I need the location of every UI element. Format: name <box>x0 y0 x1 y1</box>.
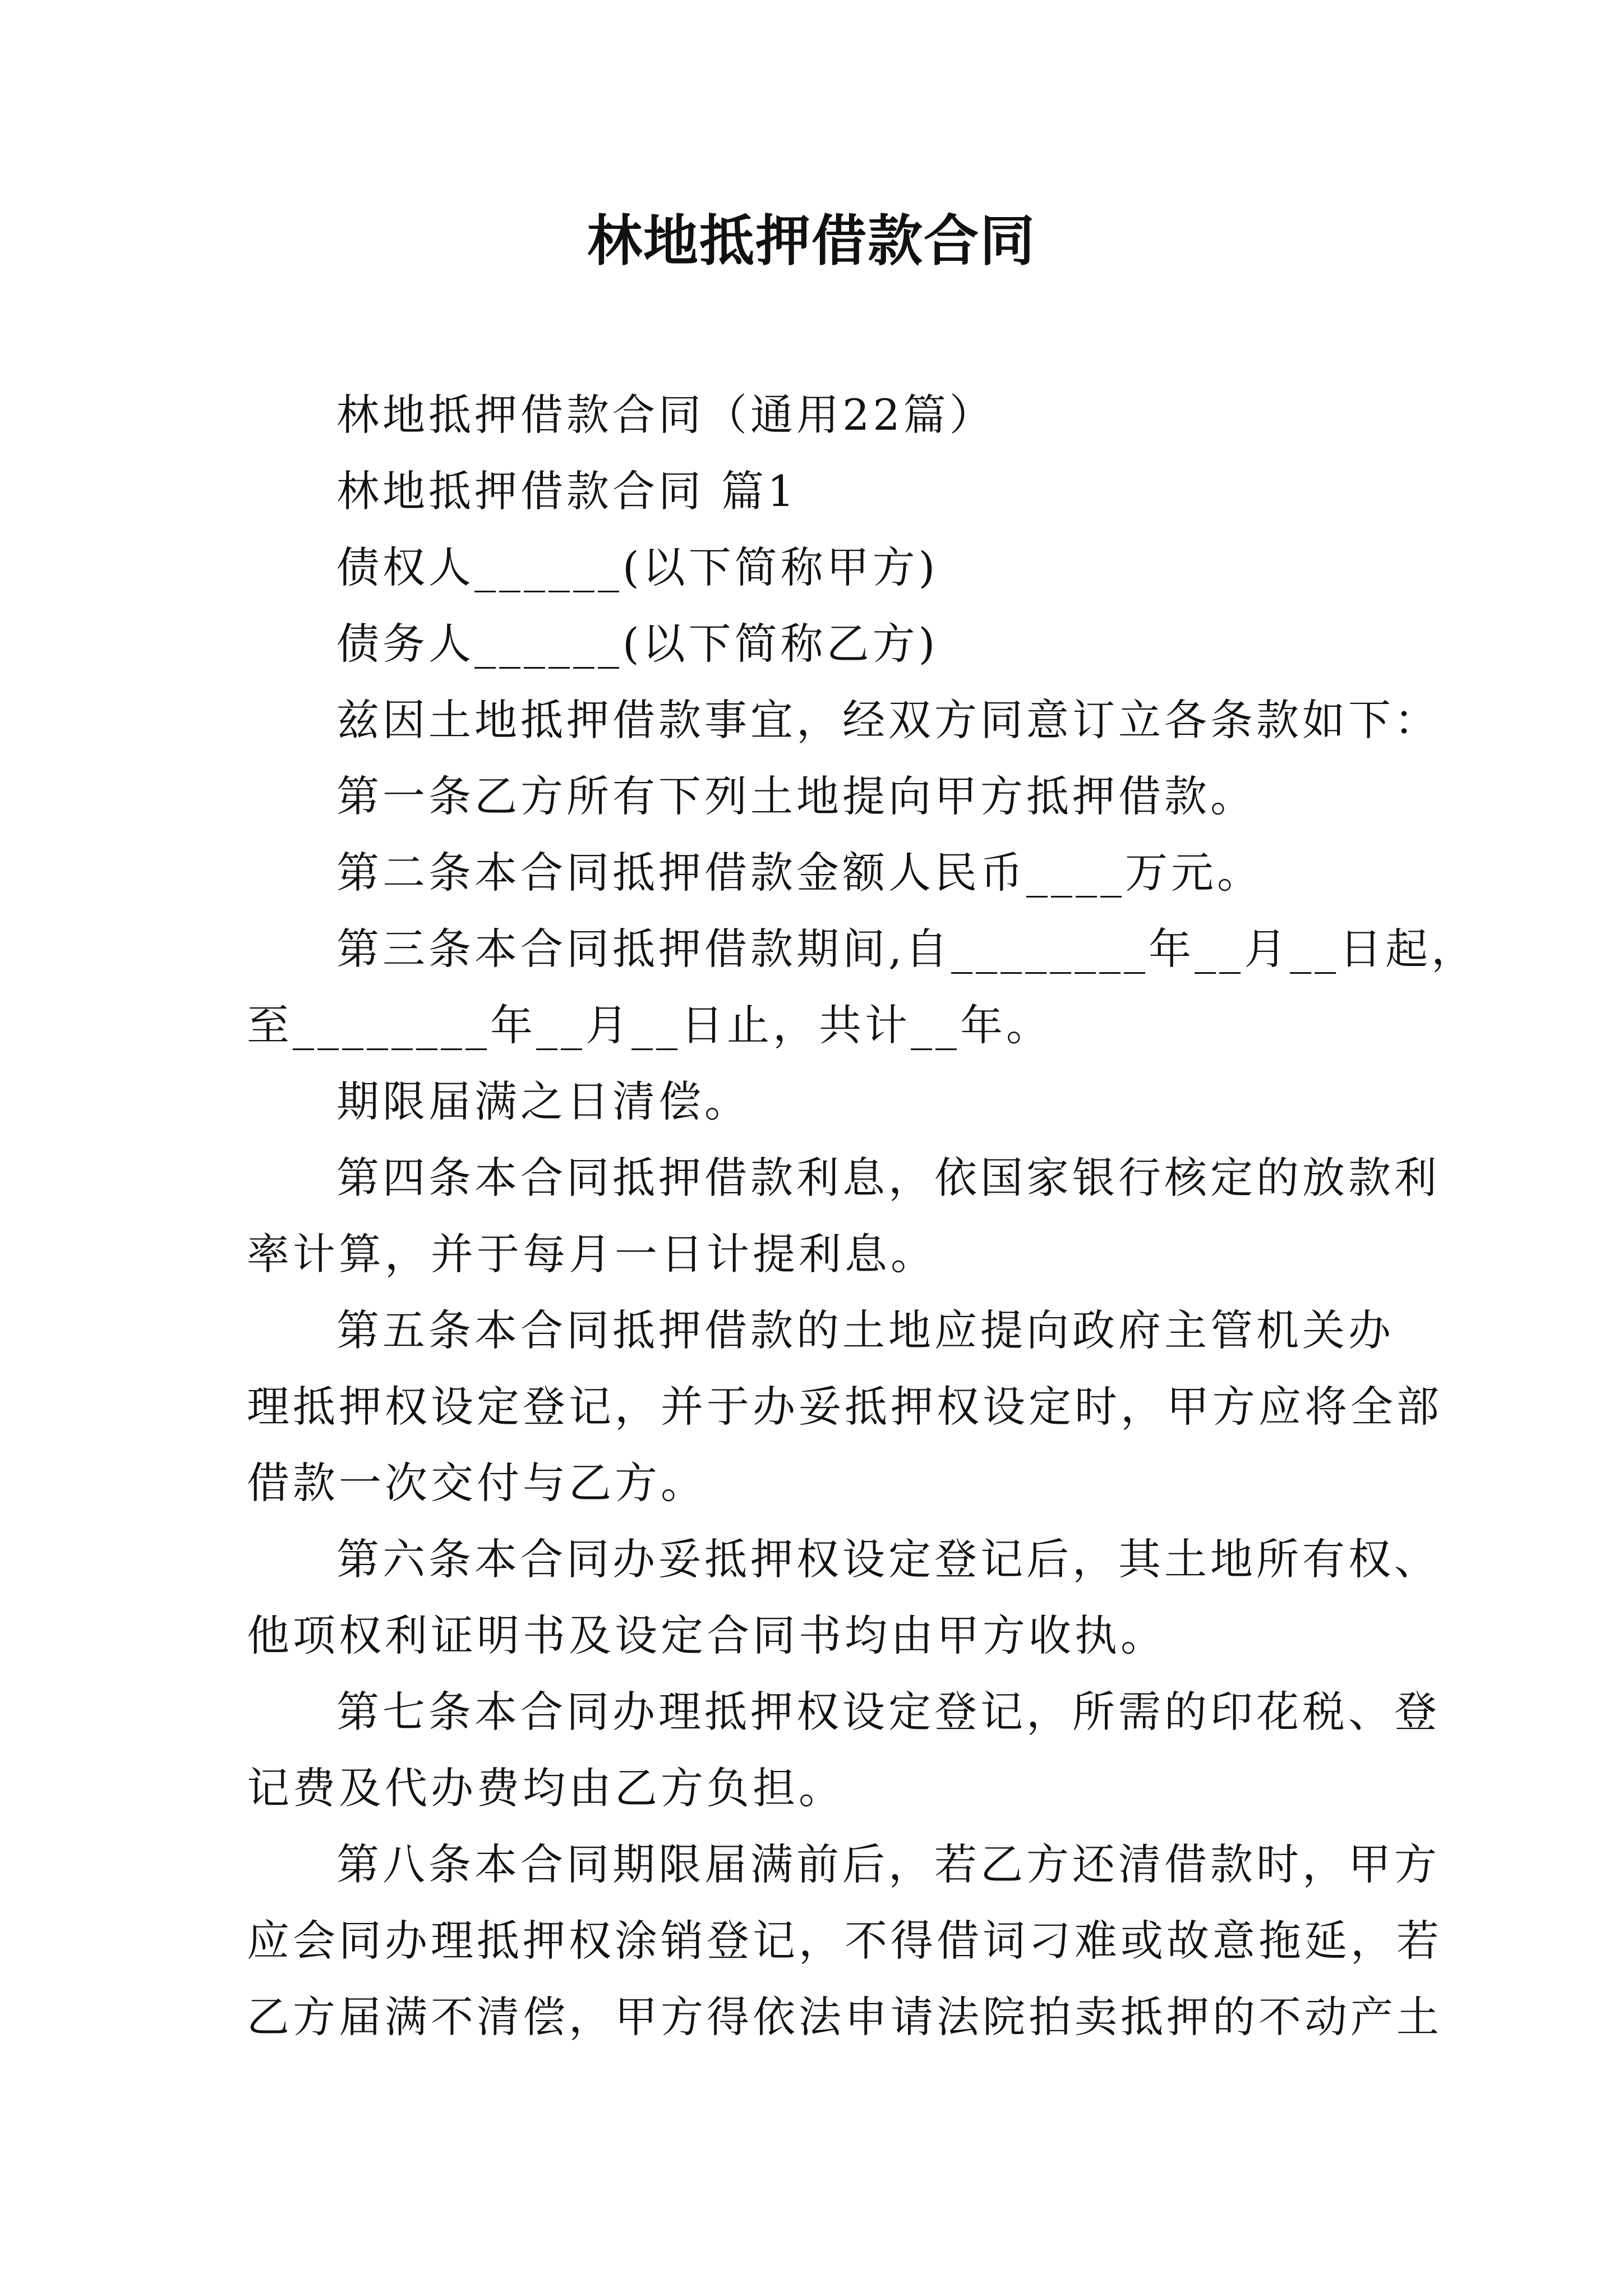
subtitle-line: 林地抵押借款合同（通用22篇） <box>336 390 995 440</box>
article-2-line: 第二条本合同抵押借款金额人民币____万元。 <box>336 848 1263 898</box>
article-8-continuation-1: 应会同办理抵押权涂销登记，不得借词刁难或故意拖延，若 <box>247 1916 1442 1966</box>
article-1-line: 第一条乙方所有下列土地提向甲方抵押借款。 <box>336 771 1256 821</box>
article-8-line: 第八条本合同期限届满前后，若乙方还清借款时，甲方 <box>336 1839 1440 1889</box>
article-6-line: 第六条本合同办妥抵押权设定登记后，其土地所有权、 <box>336 1534 1440 1584</box>
preamble-line: 兹因土地抵押借款事宜，经双方同意订立各条款如下： <box>336 695 1440 745</box>
repayment-line: 期限届满之日清偿。 <box>336 1076 750 1126</box>
article-5-continuation-2: 借款一次交付与乙方。 <box>247 1458 707 1508</box>
article-7-continuation: 记费及代办费均由乙方负担。 <box>247 1763 845 1813</box>
article-4-line: 第四条本合同抵押借款利息，依国家银行核定的放款利 <box>336 1153 1440 1203</box>
article-5-continuation-1: 理抵押权设定登记，并于办妥抵押权设定时，甲方应将全部 <box>247 1382 1442 1432</box>
article-4-continuation: 率计算，并于每月一日计提利息。 <box>247 1229 937 1279</box>
article-6-continuation: 他项权利证明书及设定合同书均由甲方收执。 <box>247 1611 1166 1660</box>
creditor-line: 债权人______(以下简称甲方) <box>336 542 939 592</box>
debtor-line: 债务人______(以下简称乙方) <box>336 619 939 669</box>
article-8-continuation-2: 乙方届满不清偿，甲方得依法申请法院拍卖抵押的不动产土 <box>247 1992 1442 2042</box>
document-title: 林地抵押借款合同 <box>587 209 1036 273</box>
article-3-line: 第三条本合同抵押借款期间,自________年__月__日起， <box>336 924 1478 974</box>
article-7-line: 第七条本合同办理抵押权设定登记，所需的印花税、登 <box>336 1687 1440 1737</box>
section-heading: 林地抵押借款合同 篇1 <box>336 466 798 516</box>
article-3-continuation: 至________年__月__日止，共计__年。 <box>247 1000 1052 1050</box>
article-5-line: 第五条本合同抵押借款的土地应提向政府主管机关办 <box>336 1305 1394 1355</box>
